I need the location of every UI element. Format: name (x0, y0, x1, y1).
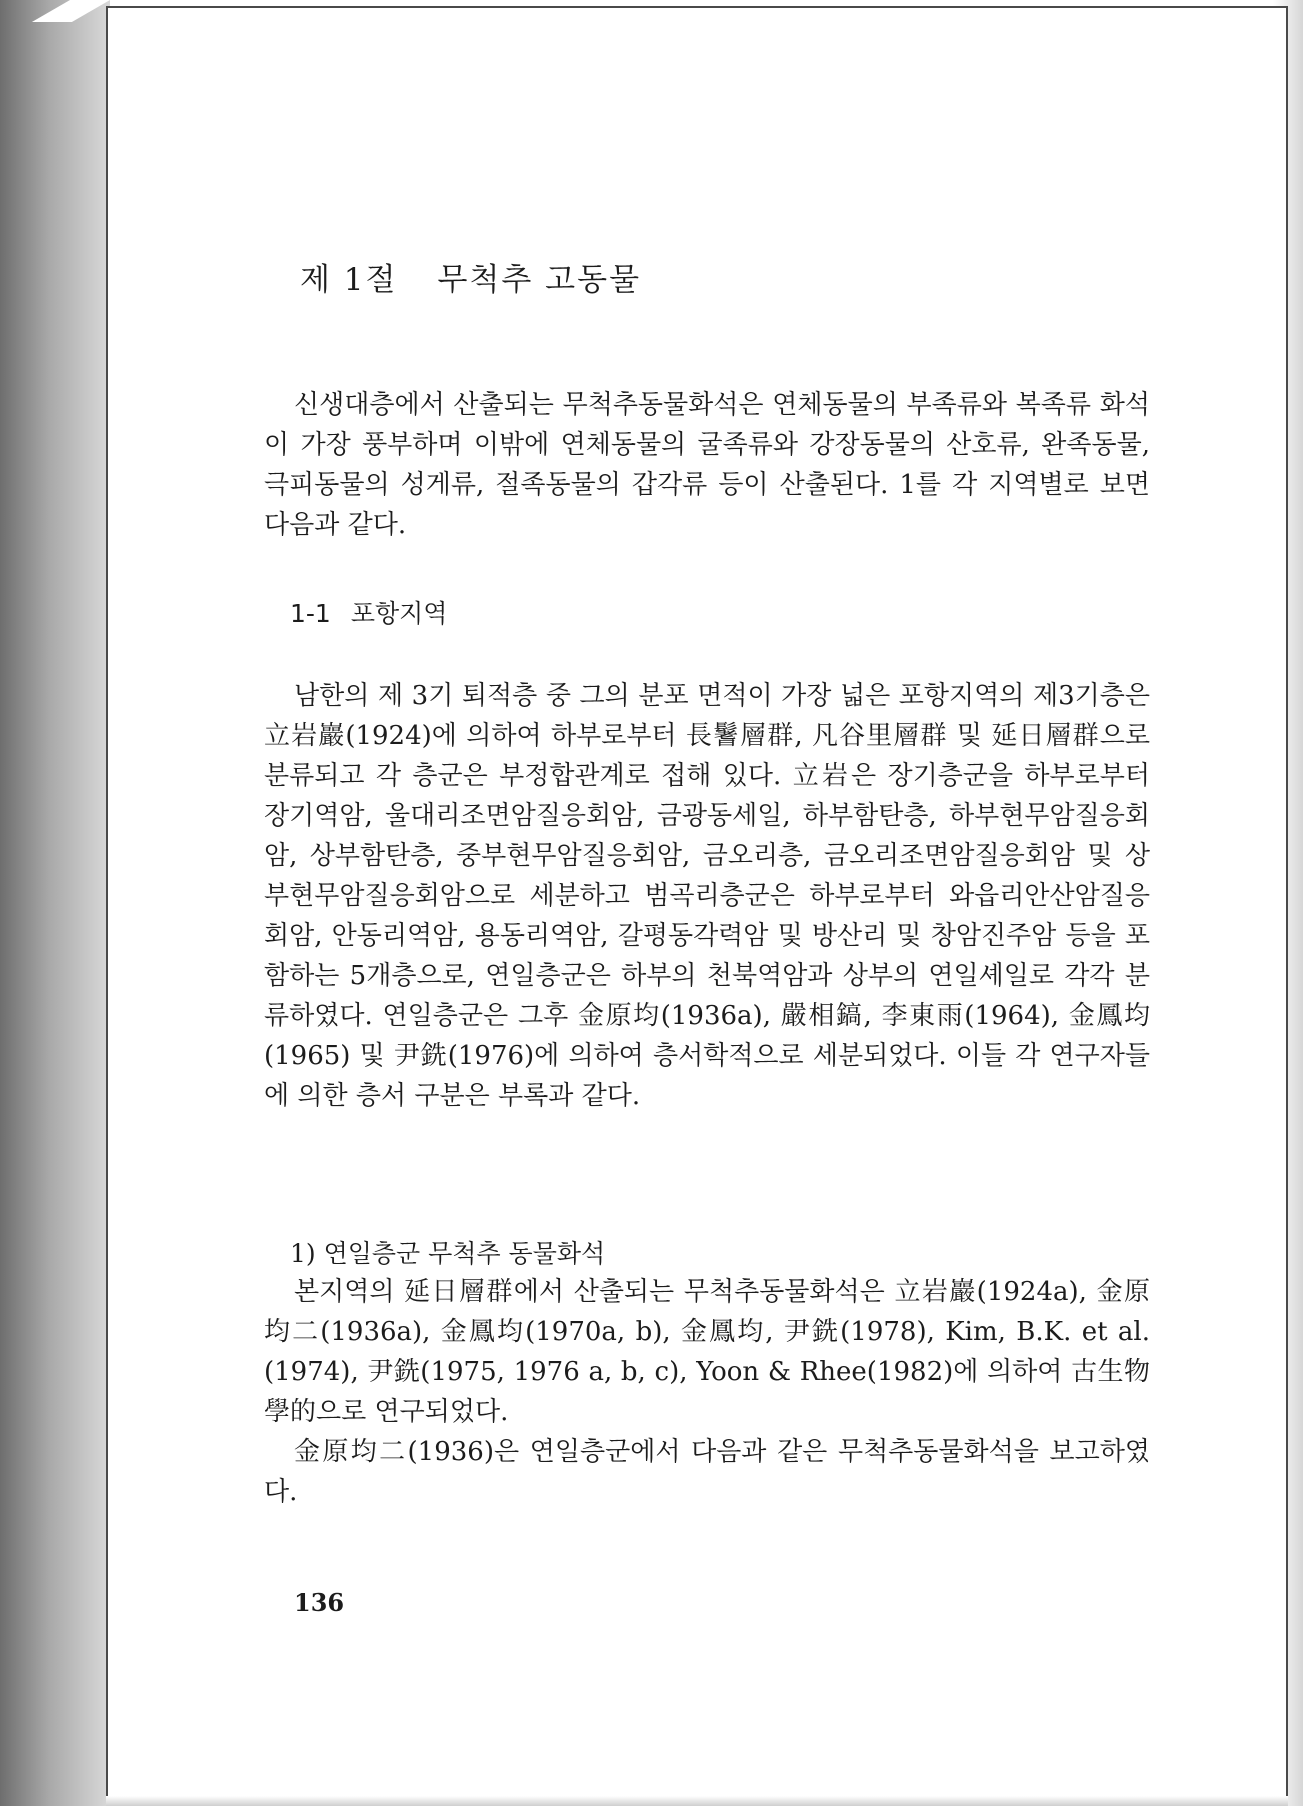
page-number: 136 (294, 1588, 345, 1617)
subsection-title-text: 포항지역 (350, 599, 448, 628)
intro-paragraph-text: 신생대층에서 산출되는 무척추동물화석은 연체동물의 부족류와 복족류 화석이 가장 풍부하며 이밖에 연체동물의 굴족류와 강장동물의 산호류, 완족동물, 극피동물의 성게류, 절족동물의 갑각류 등이 산출된다. 1를 각 지역별로 보면 다음과 같다. (264, 390, 1150, 540)
item-paragraphs (264, 1272, 1150, 1512)
item-heading: 1) 연일층군 무척추 동물화석 (290, 1239, 606, 1268)
book-edge (0, 0, 110, 1806)
subsection-number: 1-1 (290, 599, 331, 628)
subsection-heading (290, 594, 447, 630)
item-paragraph-2: 金原均二(1936)은 연일층군에서 다음과 같은 무척추동물화석을 보고하였다. (264, 1437, 1150, 1507)
subsection-paragraph (264, 676, 1150, 1116)
section-title-text: 무척추 고동물 (437, 262, 642, 298)
item-paragraph-1: 본지역의 延日層群에서 산출되는 무척추동물화석은 立岩巖(1924a), 金原均二(1936a), 金鳳均(1970a, b), 金鳳均, 尹銑(1978), Kim, B.K. et al.(1974), 尹銑(1975, 1976 a, b, c), Yoon & Rhee(1982)에 의하여 古生物學的으로 연구되었다. (264, 1277, 1150, 1427)
section-number: 제 1절 (300, 262, 398, 298)
section-heading (300, 254, 641, 299)
subsection-paragraph-text: 남한의 제 3기 퇴적층 중 그의 분포 면적이 가장 넓은 포항지역의 제3기층은 立岩巖(1924)에 의하여 하부로부터 長鬐層群, 凡谷里層群 및 延日層群으로 분류되고 각 층군은 부정합관계로 접해 있다. 立岩은 장기층군을 하부로부터 장기역암, 울대리조면암질응회암, 금광동세일, 하부함탄층, 하부현무암질응회암, 상부함탄층, 중부현무암질응회암, 금오리층, 금오리조면암질응회암 및 상부현무암질응회암으로 세분하고 범곡리층군은 하부로부터 와읍리안산암질응회암, 안동리역암, 용동리역암, 갈평동각력암 및 방산리 및 창암진주암 등을 포함하는 5개층으로, 연일층군은 하부의 천북역암과 상부의 연일셰일로 각각 분류하였다. 연일층군은 그후 金原均(1936a), 嚴相鎬, 李東雨(1964), 金鳳均(1965) 및 尹銑(1976)에 의하여 층서학적으로 세분되었다. 이들 각 연구자들에 의한 층서 구분은 부록과 같다. (264, 681, 1150, 1111)
page-shadow-bottom (106, 1796, 1288, 1806)
intro-paragraph (264, 385, 1150, 545)
